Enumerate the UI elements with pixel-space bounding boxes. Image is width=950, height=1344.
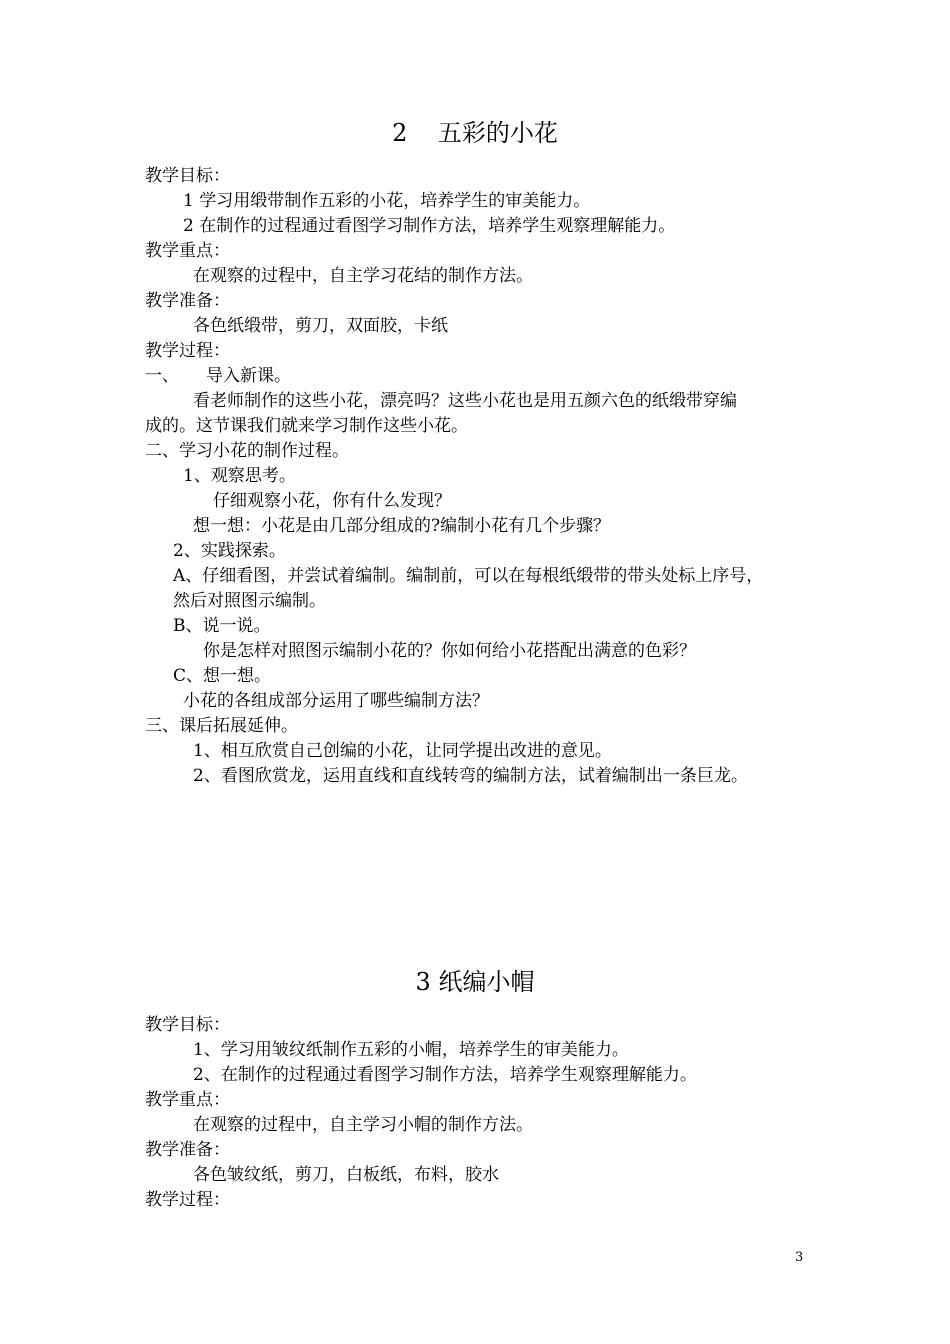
lesson3-prep-text: 各色皱纹纸，剪刀，白板纸，布料，胶水 xyxy=(193,1165,499,1185)
lesson3-heading-process: 教学过程： xyxy=(145,1190,230,1210)
lesson2-step-2a-2: 然后对照图示编制。 xyxy=(173,591,326,611)
page-number: 3 xyxy=(795,1250,804,1265)
lesson2-step-2c: C、想一想。 xyxy=(173,666,272,686)
lesson2-step-2a-1: A、仔细看图，并尝试着编制。编制前，可以在每根纸缎带的带头处标上序号， xyxy=(173,566,764,586)
lesson2-goal-2: 2 在制作的过程通过看图学习制作方法，培养学生观察理解能力。 xyxy=(183,216,676,236)
lesson2-step-2b: B、说一说。 xyxy=(173,616,271,636)
lesson3-heading-focus: 教学重点： xyxy=(145,1090,230,1110)
lesson2-section-1: 一、 导入新课。 xyxy=(145,366,292,386)
lesson3-heading-goals: 教学目标： xyxy=(145,1015,230,1035)
lesson2-title: 2 五彩的小花 xyxy=(392,119,558,147)
lesson2-goal-1: 1 学习用缎带制作五彩的小花，培养学生的审美能力。 xyxy=(183,191,591,211)
lesson2-step-1-q1: 仔细观察小花，你有什么发现？ xyxy=(213,491,451,511)
lesson2-focus-text: 在观察的过程中，自主学习花结的制作方法。 xyxy=(193,266,533,286)
lesson2-section-3: 三、课后拓展延伸。 xyxy=(145,716,298,736)
lesson2-intro-text-1: 看老师制作的这些小花，漂亮吗？这些小花也是用五颜六色的纸缎带穿编 xyxy=(193,391,737,411)
lesson3-heading-prep: 教学准备： xyxy=(145,1140,230,1160)
lesson2-heading-process: 教学过程： xyxy=(145,341,230,361)
lesson2-step-2: 2、实践探索。 xyxy=(173,541,286,561)
lesson2-step-1-q2: 想一想：小花是由几部分组成的?编制小花有几个步骤？ xyxy=(193,516,611,536)
lesson3-focus-text: 在观察的过程中，自主学习小帽的制作方法。 xyxy=(193,1115,533,1135)
lesson2-step-2c-text: 小花的各组成部分运用了哪些编制方法？ xyxy=(183,691,489,711)
lesson3-title: 3 纸编小帽 xyxy=(415,968,535,996)
lesson2-step-1: 1、观察思考。 xyxy=(183,466,296,486)
lesson2-extend-2: 2、看图欣赏龙，运用直线和直线转弯的编制方法，试着编制出一条巨龙。 xyxy=(193,766,748,786)
lesson3-goal-1: 1、学习用皱纹纸制作五彩的小帽，培养学生的审美能力。 xyxy=(193,1040,629,1060)
lesson2-step-2b-text: 你是怎样对照图示编制小花的？你如何给小花搭配出满意的色彩？ xyxy=(203,641,696,661)
lesson2-intro-text-2: 成的。这节课我们就来学习制作这些小花。 xyxy=(145,416,468,436)
lesson3-goal-2: 2、在制作的过程通过看图学习制作方法，培养学生观察理解能力。 xyxy=(193,1065,697,1085)
lesson2-section-2: 二、学习小花的制作过程。 xyxy=(145,441,349,461)
lesson2-heading-goals: 教学目标： xyxy=(145,166,230,186)
lesson2-extend-1: 1、相互欣赏自己创编的小花，让同学提出改进的意见。 xyxy=(193,741,612,761)
lesson2-heading-prep: 教学准备： xyxy=(145,291,230,311)
lesson2-heading-focus: 教学重点： xyxy=(145,241,230,261)
lesson2-prep-text: 各色纸缎带，剪刀，双面胶，卡纸 xyxy=(193,316,448,336)
